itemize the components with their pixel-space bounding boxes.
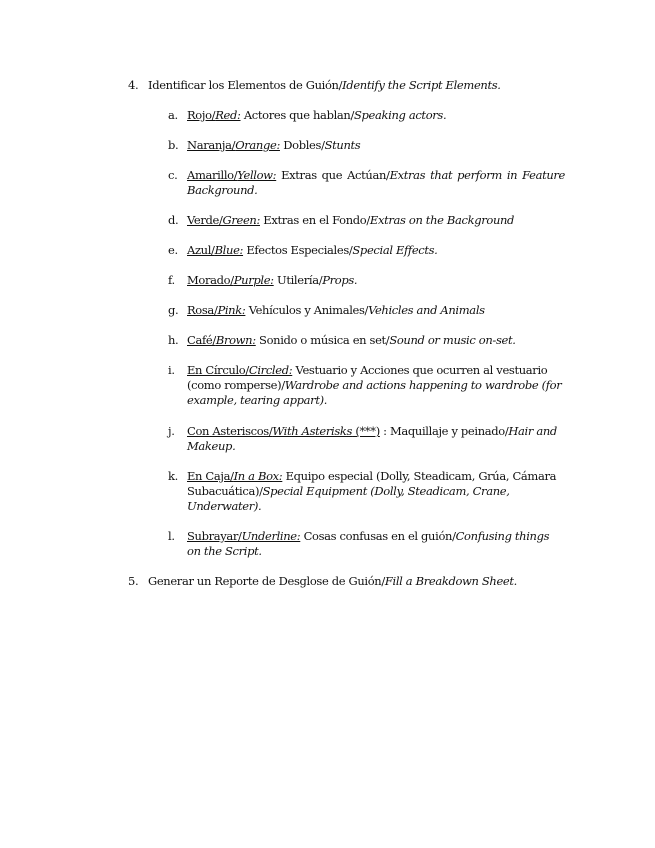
item-text: Identificar los Elementos de Guión/Identify the Script Elements. [148,78,501,92]
item-text: Generar un Reporte de Desglose de Guión/Fill a Breakdown Sheet. [148,574,517,588]
document-page: 4. Identificar los Elementos de Guión/Identify the Script Elements. a. Rojo/Red: Actores que hablan/Speaking actors. b. Naranja/Orange: Dobles/Stunts c. Amarillo/Yellow: Extras que Actúan/Extras that perform in Feature Background. d. Verde/Green: Extras en el Fondo/Extras on the Background e. Azul/Blue: Efectos Especiales/Special Effects. f. Morado/Purple: Utilería/Props. g. Rosa/Pink: Vehículos y Animales/Vehicles and Animals h. Café/Brown: Sonido o música en set/Sound or music on-set. i. En Círculo/Circled: Vestuario y Acciones que ocurren al vestuario (como romperse)/Wardrobe and actions happening to wardrobe (for example, tearing appart). j. Con Asteriscos/With Asterisks (***) : Maquillaje y peinado/Hair and Makeup. k. En Caja/In a Box: Equipo especial (Dolly, Steadicam, Grúa, Cámara Subacuática)/Special Equipment (Dolly, Steadicam, Crane, Underwater). l. Subrayar/Underline: Cosas confusas en el guión/Confusing things on the Script. 5. Generar un Reporte de Desglose de Guión/Fill a Breakdown Sheet. [128,78,566,588]
item-number: 4. [128,78,139,92]
item-number: 5. [128,574,139,588]
